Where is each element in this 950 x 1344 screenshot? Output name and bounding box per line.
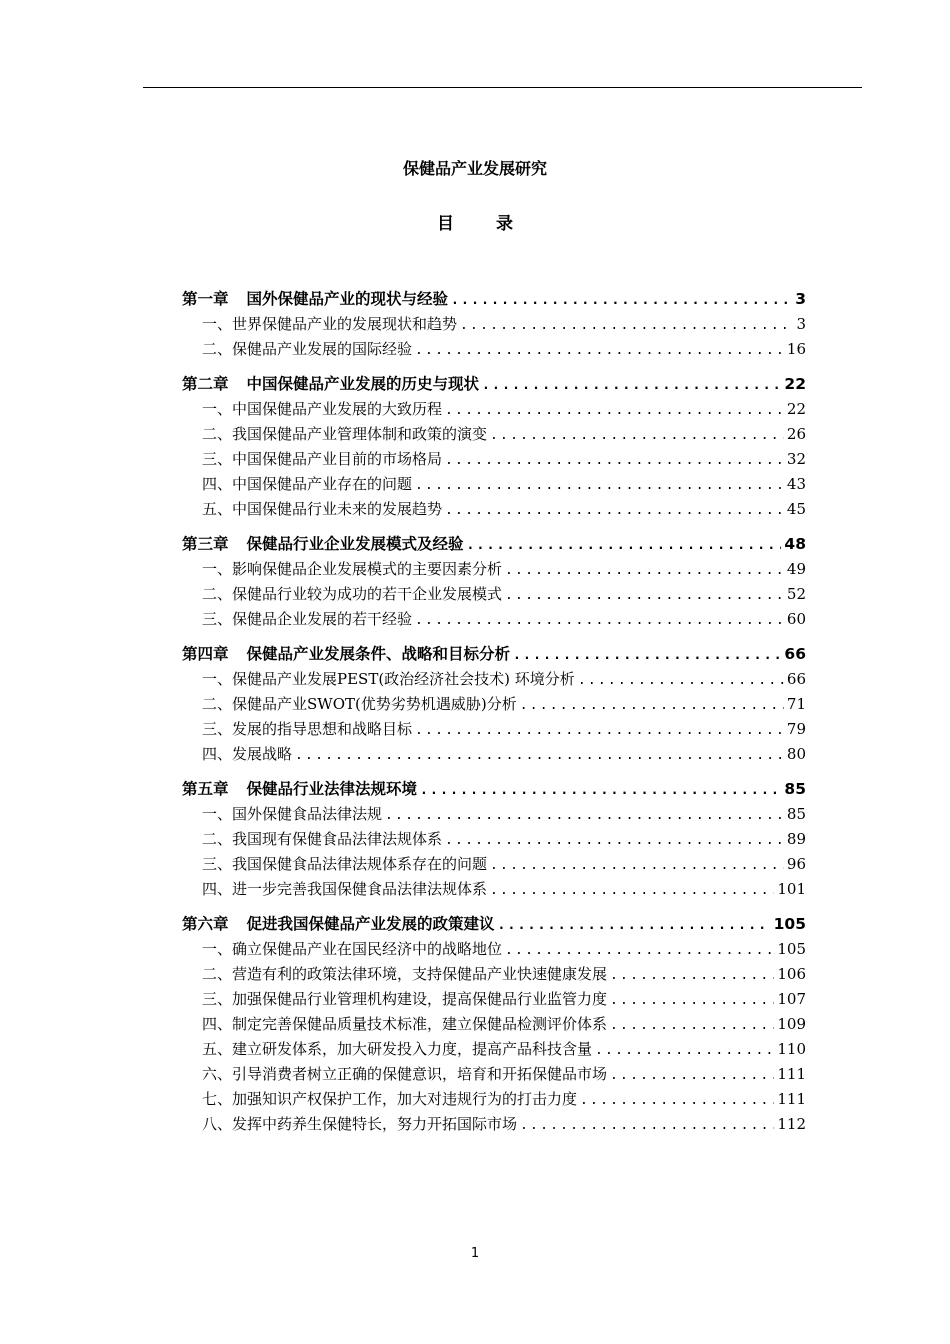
toc-chapter-number: 第六章 — [182, 915, 229, 933]
toc-dot-leader — [610, 968, 774, 983]
toc-page-number: 32 — [786, 450, 806, 468]
toc-section-title: 二、营造有利的政策法律环境，支持保健品产业快速健康发展 — [202, 965, 608, 983]
toc-section-entry[interactable] — [182, 1013, 806, 1038]
toc-page-number: 111 — [777, 1065, 806, 1083]
toc-dot-leader — [490, 428, 784, 443]
toc-chapter-entry[interactable] — [182, 287, 806, 312]
toc-chapter-number: 第二章 — [182, 375, 229, 393]
toc-section-entry[interactable] — [182, 1063, 806, 1088]
toc-section-title: 二、保健品产业SWOT(优势劣势机遇威胁)分析 — [202, 695, 517, 713]
toc-section-title: 一、国外保健食品法律法规 — [202, 805, 383, 823]
toc-page-number: 105 — [773, 915, 806, 933]
toc-chapter-title: 保健品行业法律法规环境 — [246, 780, 418, 798]
toc-section-entry[interactable] — [182, 338, 806, 363]
toc-section-entry[interactable] — [182, 498, 806, 523]
toc-dot-leader — [505, 943, 774, 958]
toc-page-number: 3 — [795, 290, 806, 308]
page-number: 1 — [470, 1246, 480, 1261]
toc-chapter-entry[interactable] — [182, 777, 806, 802]
toc-section-title: 五、中国保健品行业未来的发展趋势 — [202, 500, 443, 518]
toc-dot-leader — [505, 588, 784, 603]
toc-chapter-number: 第四章 — [182, 645, 229, 663]
toc-dot-leader — [482, 378, 781, 393]
toc-page-number: 52 — [786, 585, 806, 603]
toc-dot-leader — [520, 698, 784, 713]
toc-chapter-number: 第五章 — [182, 780, 229, 798]
toc-section-title: 二、我国保健品产业管理体制和政策的演变 — [202, 425, 488, 443]
toc-dot-leader — [505, 563, 784, 578]
toc-page-number: 85 — [784, 780, 806, 798]
toc-section-title: 四、进一步完善我国保健食品法律法规体系 — [202, 880, 488, 898]
toc-section-entry[interactable] — [182, 1113, 806, 1138]
toc-page-number: 66 — [786, 670, 806, 688]
toc-dot-leader — [445, 503, 784, 518]
toc-section-entry[interactable] — [182, 1088, 806, 1113]
toc-section-entry[interactable] — [182, 448, 806, 473]
toc-section-entry[interactable] — [182, 853, 806, 878]
toc-dot-leader — [595, 1043, 774, 1058]
toc-page-number: 43 — [786, 475, 806, 493]
toc-chapter-entry[interactable] — [182, 642, 806, 667]
toc-section-title: 一、世界保健品产业的发展现状和趋势 — [202, 315, 458, 333]
toc-section-title: 三、发展的指导思想和战略目标 — [202, 720, 413, 738]
toc-page-number: 89 — [786, 830, 806, 848]
toc-section-entry[interactable] — [182, 1038, 806, 1063]
toc-page-number: 80 — [786, 745, 806, 763]
toc-page-number: 96 — [786, 855, 806, 873]
toc-dot-leader — [415, 723, 784, 738]
toc-dot-leader — [420, 783, 781, 798]
toc-chapter-title: 促进我国保健品产业发展的政策建议 — [246, 915, 495, 933]
toc-chapter-title: 保健品产业发展条件、战略和目标分析 — [246, 645, 511, 663]
toc-page-number: 45 — [786, 500, 806, 518]
table-of-contents — [182, 287, 806, 1138]
toc-page-number: 48 — [784, 535, 806, 553]
toc-dot-leader — [610, 1018, 774, 1033]
toc-page-number: 79 — [786, 720, 806, 738]
toc-page-number: 105 — [777, 940, 806, 958]
toc-chapter-title: 国外保健品产业的现状与经验 — [246, 290, 449, 308]
toc-section-entry[interactable] — [182, 668, 806, 693]
toc-chapter-title: 中国保健品产业发展的历史与现状 — [246, 375, 480, 393]
toc-section-entry[interactable] — [182, 423, 806, 448]
toc-chapter-label — [182, 777, 417, 799]
toc-section-entry[interactable] — [182, 963, 806, 988]
toc-section-title: 三、保健品企业发展的若干经验 — [202, 610, 413, 628]
toc-dot-leader — [445, 833, 784, 848]
toc-page-number: 101 — [777, 880, 806, 898]
toc-dot-leader — [580, 1093, 774, 1108]
toc-dot-leader — [451, 293, 792, 308]
toc-page-number: 71 — [786, 695, 806, 713]
toc-section-title: 一、中国保健品产业发展的大致历程 — [202, 400, 443, 418]
toc-dot-leader — [415, 613, 784, 628]
toc-chapter-entry[interactable] — [182, 532, 806, 557]
toc-dot-leader — [467, 538, 782, 553]
toc-page-number: 109 — [777, 1015, 806, 1033]
toc-page-number: 60 — [786, 610, 806, 628]
toc-dot-leader — [460, 318, 793, 333]
toc-section-entry[interactable] — [182, 398, 806, 423]
toc-section-title: 八、发挥中药养生保健特长，努力开拓国际市场 — [202, 1115, 518, 1133]
toc-chapter-title: 保健品行业企业发展模式及经验 — [246, 535, 464, 553]
toc-page-number: 85 — [786, 805, 806, 823]
toc-dot-leader — [578, 673, 784, 688]
toc-section-entry[interactable] — [182, 718, 806, 743]
toc-dot-leader — [610, 993, 774, 1008]
toc-section-title: 四、发展战略 — [202, 745, 293, 763]
toc-dot-leader — [445, 403, 784, 418]
toc-chapter-number: 第三章 — [182, 535, 229, 553]
toc-section-title: 一、保健品产业发展PEST(政治经济社会技术) 环境分析 — [202, 670, 575, 688]
toc-section-title: 四、制定完善保健品质量技术标准，建立保健品检测评价体系 — [202, 1015, 608, 1033]
toc-page-number: 49 — [786, 560, 806, 578]
toc-dot-leader — [513, 648, 781, 663]
toc-section-entry[interactable] — [182, 313, 806, 338]
toc-page-number: 110 — [777, 1040, 806, 1058]
toc-section-title: 二、保健品产业发展的国际经验 — [202, 340, 413, 358]
toc-page-number: 16 — [786, 340, 806, 358]
toc-section-entry[interactable] — [182, 988, 806, 1013]
toc-chapter-number: 第一章 — [182, 290, 229, 308]
toc-section-entry[interactable] — [182, 938, 806, 963]
toc-page-number: 22 — [784, 375, 806, 393]
toc-section-entry[interactable] — [182, 828, 806, 853]
toc-section-title: 一、影响保健品企业发展模式的主要因素分析 — [202, 560, 503, 578]
toc-dot-leader — [295, 748, 784, 763]
header-rule — [143, 87, 862, 88]
toc-section-entry[interactable] — [182, 473, 806, 498]
toc-page-number: 107 — [777, 990, 806, 1008]
toc-page-number: 111 — [777, 1090, 806, 1108]
toc-chapter-label — [182, 532, 464, 554]
toc-page-number: 22 — [786, 400, 806, 418]
toc-dot-leader — [445, 453, 784, 468]
toc-section-title: 二、保健品行业较为成功的若干企业发展模式 — [202, 585, 503, 603]
toc-page-number: 112 — [777, 1115, 806, 1133]
toc-section-entry[interactable] — [182, 583, 806, 608]
toc-section-title: 一、确立保健品产业在国民经济中的战略地位 — [202, 940, 503, 958]
toc-page-number: 66 — [784, 645, 806, 663]
toc-section-entry[interactable] — [182, 608, 806, 633]
toc-chapter-entry[interactable] — [182, 372, 806, 397]
toc-section-entry[interactable] — [182, 803, 806, 828]
toc-dot-leader — [415, 478, 784, 493]
toc-section-entry[interactable] — [182, 693, 806, 718]
toc-dot-leader — [415, 343, 784, 358]
toc-section-title: 五、建立研发体系，加大研发投入力度，提高产品科技含量 — [202, 1040, 593, 1058]
toc-section-entry[interactable] — [182, 743, 806, 768]
toc-chapter-entry[interactable] — [182, 912, 806, 937]
toc-section-title: 三、我国保健食品法律法规体系存在的问题 — [202, 855, 488, 873]
toc-dot-leader — [610, 1068, 774, 1083]
toc-heading: 目 录 — [437, 214, 531, 234]
document-title: 保健品产业发展研究 — [402, 159, 547, 178]
toc-section-title: 七、加强知识产权保护工作，加大对违规行为的打击力度 — [202, 1090, 578, 1108]
toc-section-entry[interactable] — [182, 558, 806, 583]
toc-dot-leader — [385, 808, 784, 823]
toc-chapter-label — [182, 372, 479, 394]
toc-section-entry[interactable] — [182, 878, 806, 903]
toc-dot-leader — [490, 883, 774, 898]
toc-chapter-label — [182, 287, 448, 309]
toc-page-number: 3 — [796, 315, 806, 333]
toc-section-title: 四、中国保健品产业存在的问题 — [202, 475, 413, 493]
toc-dot-leader — [498, 918, 771, 933]
toc-dot-leader — [520, 1118, 774, 1133]
toc-chapter-label — [182, 912, 495, 934]
toc-chapter-label — [182, 642, 510, 664]
toc-dot-leader — [490, 858, 784, 873]
toc-section-title: 二、我国现有保健食品法律法规体系 — [202, 830, 443, 848]
toc-section-title: 六、引导消费者树立正确的保健意识，培育和开拓保健品市场 — [202, 1065, 608, 1083]
toc-section-title: 三、中国保健品产业目前的市场格局 — [202, 450, 443, 468]
toc-section-title: 三、加强保健品行业管理机构建设，提高保健品行业监管力度 — [202, 990, 608, 1008]
toc-page-number: 26 — [786, 425, 806, 443]
toc-page-number: 106 — [777, 965, 806, 983]
